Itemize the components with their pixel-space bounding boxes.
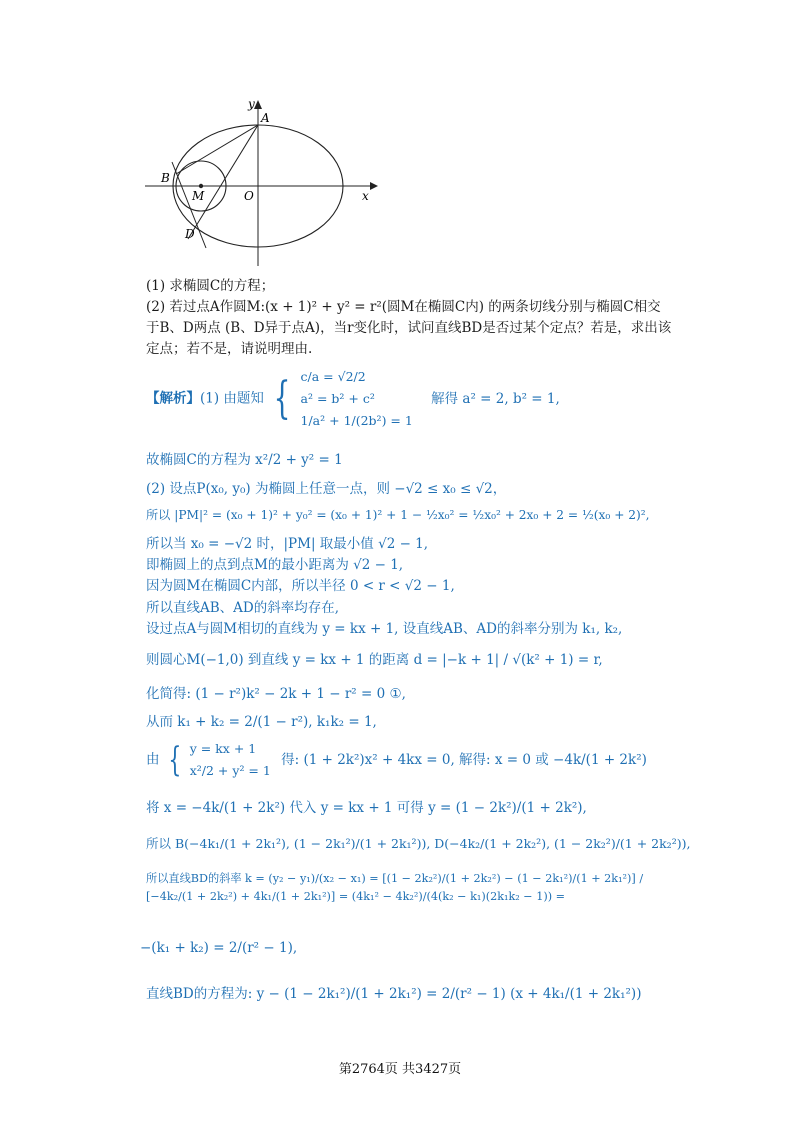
- solution-line-17: −(k₁ + k₂) = 2/(r² − 1),: [140, 940, 298, 956]
- solution-line-9: 设过点A与圆M相切的直线为 y = kx + 1, 设直线AB、AD的斜率分别为 k₁, k₂,: [146, 621, 623, 637]
- question-part2-line1: (2) 若过点A作圆M:(x + 1)² + y² = r²(圆M在椭圆C内) 的两条切线分别与椭圆C相交: [146, 299, 661, 315]
- solution-line-18: 直线BD的方程为: y − (1 − 2k₁²)/(1 + 2k₁²) = 2/(r² − 1) (x + 4k₁/(1 + 2k₁²)): [146, 986, 642, 1002]
- question-part2-line2: 于B、D两点 (B、D异于点A)，当r变化时，试问直线BD是否过某个定点？若是，求出该: [146, 320, 672, 336]
- ellipse-diagram: [140, 96, 380, 272]
- page-footer: 第2764页 共3427页: [338, 1062, 462, 1077]
- label-b: B: [161, 171, 170, 185]
- solution-line-2: 故椭圆C的方程为 x²/2 + y² = 1: [146, 452, 343, 468]
- solution-line-6: 即椭圆上的点到点M的最小距离为 √2 − 1,: [146, 557, 404, 573]
- label-y: y: [248, 97, 255, 111]
- x-axis-arrow: [370, 182, 378, 190]
- question-part2-line3: 定点；若不是，请说明理由.: [146, 341, 313, 357]
- label-m: M: [192, 189, 205, 203]
- sys1-row2: a² = b² + c²: [300, 391, 375, 406]
- sys2-row1: y = kx + 1: [189, 741, 257, 756]
- solution-line-13: [146, 738, 647, 782]
- solution-line-4: 所以 |PM|² = (x₀ + 1)² + y₀² = (x₀ + 1)² + 1 − ½x₀² = ½x₀² + 2x₀ + 2 = ½(x₀ + 2)²,: [146, 508, 650, 522]
- solution-l13-post: 得: (1 + 2k²)x² + 4kx = 0, 解得: x = 0 或 −4k/(1 + 2k²): [281, 751, 647, 768]
- solution-line-7: 因为圆M在椭圆C内部，所以半径 0 < r < √2 − 1,: [146, 578, 455, 594]
- system-brace-2: {: [168, 740, 182, 780]
- sys2-row2: x²/2 + y² = 1: [189, 763, 271, 778]
- system-2: [190, 738, 271, 782]
- ellipse-figure: [140, 96, 380, 272]
- sys1-row1: c/a = √2/2: [300, 369, 366, 384]
- solution-l13-pre: 由: [146, 751, 160, 768]
- solution-line-11: 化简得: (1 − r²)k² − 2k + 1 − r² = 0 ①,: [146, 686, 406, 702]
- solution-line-16: 所以直线BD的斜率 k = (y₂ − y₁)/(x₂ − x₁) = [(1 − 2k₂²)/(1 + 2k₂²) − (1 − 2k₁²)/(1 + 2k₁²)] / [−4k₂/(1 + 2k₂²) + 4k₁/(1 + 2k₁²)] = (4k₁² − 4k₂²)/(4(k₂ − k₁)(2k₁k₂ − 1)) =: [146, 872, 644, 903]
- label-o: O: [244, 189, 254, 203]
- solution-line-10: 则圆心M(−1,0) 到直线 y = kx + 1 的距离 d = |−k + 1| / √(k² + 1) = r,: [146, 652, 603, 668]
- center-m-dot: [199, 184, 203, 188]
- y-axis-arrow: [254, 100, 262, 109]
- solution-line-8: 所以直线AB、AD的斜率均存在,: [146, 600, 340, 616]
- label-x: x: [362, 189, 369, 203]
- solution-line-14: 将 x = −4k/(1 + 2k²) 代入 y = kx + 1 可得 y = (1 − 2k²)/(1 + 2k²),: [146, 800, 587, 816]
- solution-l1-post: 解得 a² = 2, b² = 1,: [431, 390, 560, 407]
- solution-line-15: 所以 B(−4k₁/(1 + 2k₁²), (1 − 2k₁²)/(1 + 2k₁²)), D(−4k₂/(1 + 2k₂²), (1 − 2k₂²)/(1 + 2k₂²)),: [146, 836, 691, 851]
- solution-line-5: 所以当 x₀ = −√2 时，|PM| 取最小值 √2 − 1,: [146, 536, 429, 552]
- question-part1: (1) 求椭圆C的方程；: [146, 278, 275, 294]
- label-a: A: [261, 111, 270, 125]
- label-d: D: [185, 227, 195, 241]
- solution-line-1: [146, 366, 560, 432]
- system-brace-1: {: [273, 373, 291, 424]
- solution-line-12: 从而 k₁ + k₂ = 2/(1 − r²), k₁k₂ = 1,: [146, 714, 377, 730]
- sys1-row3: 1/a² + 1/(2b²) = 1: [300, 413, 413, 428]
- solution-l1-pre: (1) 由题知: [200, 390, 264, 407]
- solution-line-3: (2) 设点P(x₀, y₀) 为椭圆上任意一点，则 −√2 ≤ x₀ ≤ √2，: [146, 481, 507, 497]
- solution-tag: 【解析】: [146, 390, 200, 407]
- system-1: [301, 366, 413, 432]
